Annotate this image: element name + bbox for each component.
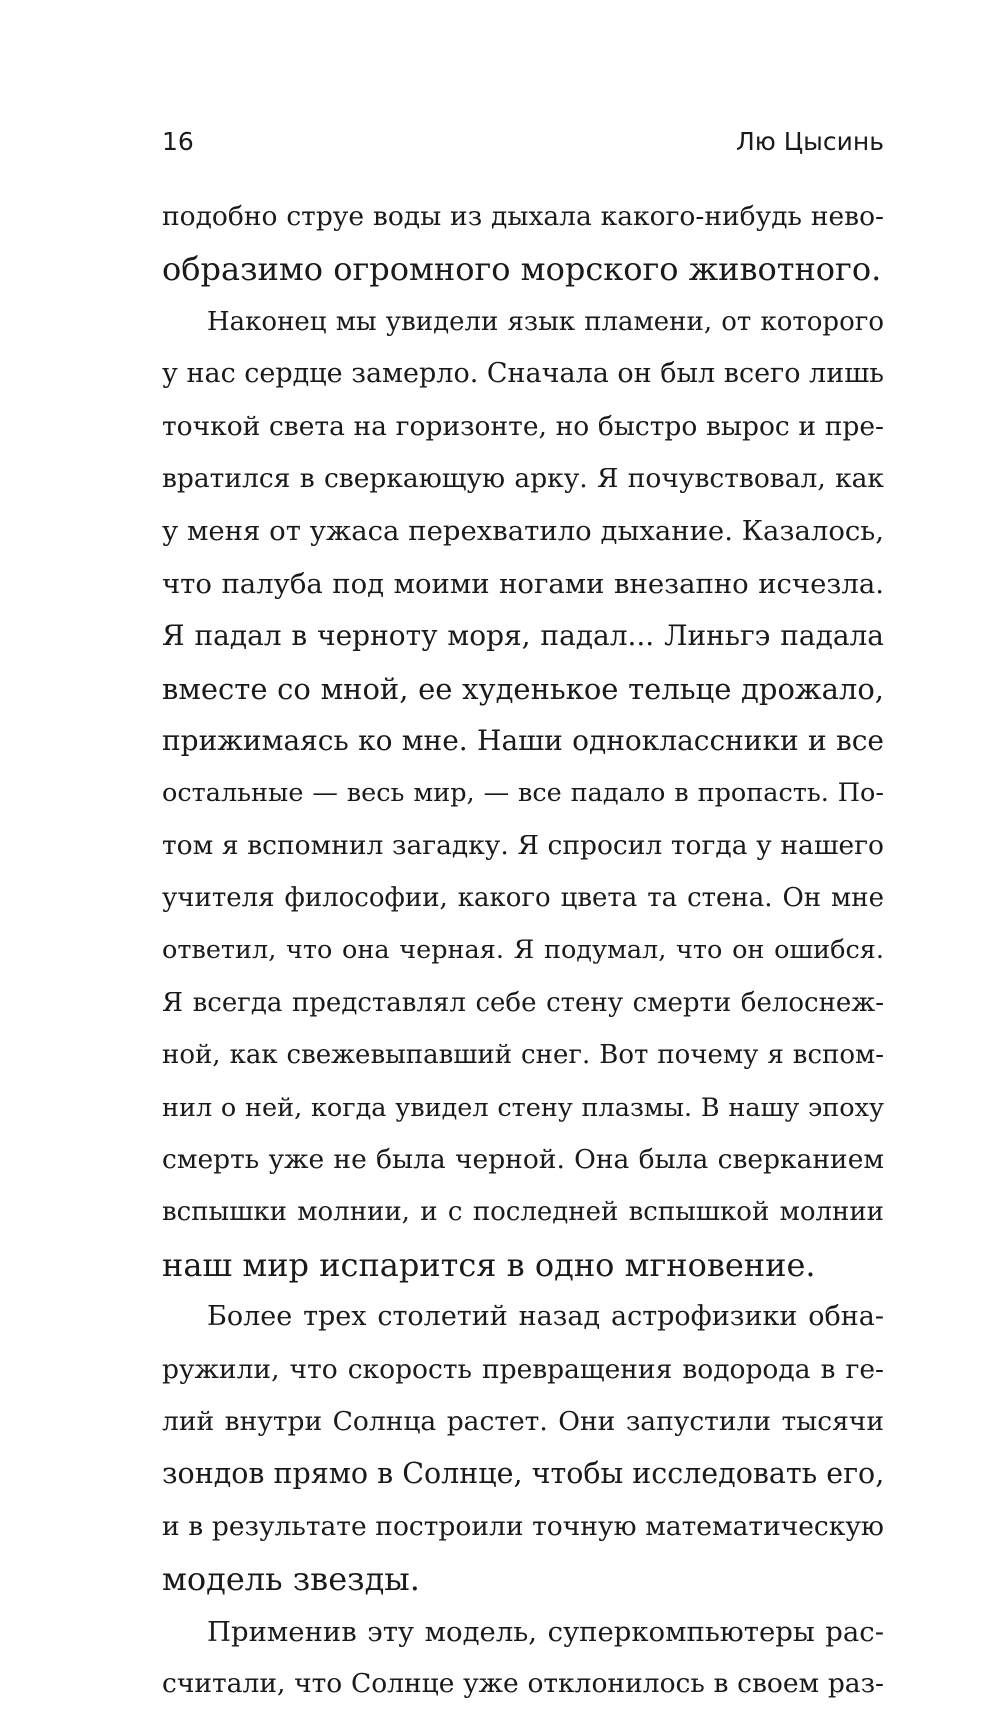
running-head-author: Лю Цысинь [735,127,884,156]
text-line: у нас сердце замерло. Сначала он был всего лишь [162,358,884,390]
text-line: Более трех столетий назад астрофизики обна- [207,1301,884,1333]
text-line: у меня от ужаса перехватило дыхание. Казалось, [162,515,884,548]
text-line: считали, что Солнце уже отклонилось в своем раз- [162,1667,884,1699]
text-line: точкой света на горизонте, но быстро вырос и пре- [162,410,884,442]
page-number: 16 [162,127,194,156]
text-line: наш мир испарится в одно мгновение. [162,1245,816,1284]
text-line: вместе со мной, ее худенькое тельце дрожало, [162,671,884,706]
text-line: лий внутри Солнца растет. Они запустили тысячи [162,1405,884,1437]
text-line: модель звезды. [162,1560,420,1599]
text-line: учителя философии, какого цвета та стена. Он мне [162,883,884,914]
text-line: прижимаясь ко мне. Наши одноклассники и все [162,723,884,757]
page-header [162,122,884,162]
text-line: Применив эту модель, суперкомпьютеры рас- [207,1615,884,1648]
text-line: и в результате построили точную математическую [162,1510,884,1542]
text-line: ответил, что она черная. Я подумал, что он ошибся. [162,935,884,966]
text-line: Наконец мы увидели язык пламени, от которого [207,306,884,337]
text-line: остальные — весь мир, — все падало в пропасть. По- [162,778,884,809]
text-line: зондов прямо в Солнце, чтобы исследовать его, [162,1457,885,1491]
text-line: что палуба под моими ногами внезапно исчезла. [162,567,884,600]
text-line: Я всегда представлял себе стену смерти белоснеж- [162,987,884,1018]
text-line: вспышки молнии, и с последней вспышкой молнии [162,1197,884,1228]
text-line: образимо огромного морского животного. [162,250,882,289]
text-line: подобно струе воды из дыхала какого-нибудь нево- [162,201,884,232]
text-line: смерть уже не была черной. Она была сверканием [162,1144,884,1176]
text-line: ружили, что скорость превращения водорода в ге- [162,1353,884,1385]
text-line: вратился в сверкающую арку. Я почувствовал, как [162,462,884,494]
text-line: Я падал в черноту моря, падал... Линьгэ падала [162,619,884,653]
body-text [162,191,884,1710]
text-line: ной, как свежевыпавший снег. Вот почему я вспом- [162,1040,884,1071]
text-line: нил о ней, когда увидел стену плазмы. В нашу эпоху [162,1092,884,1123]
text-line: том я вспомнил загадку. Я спросил тогда у нашего [162,829,884,861]
